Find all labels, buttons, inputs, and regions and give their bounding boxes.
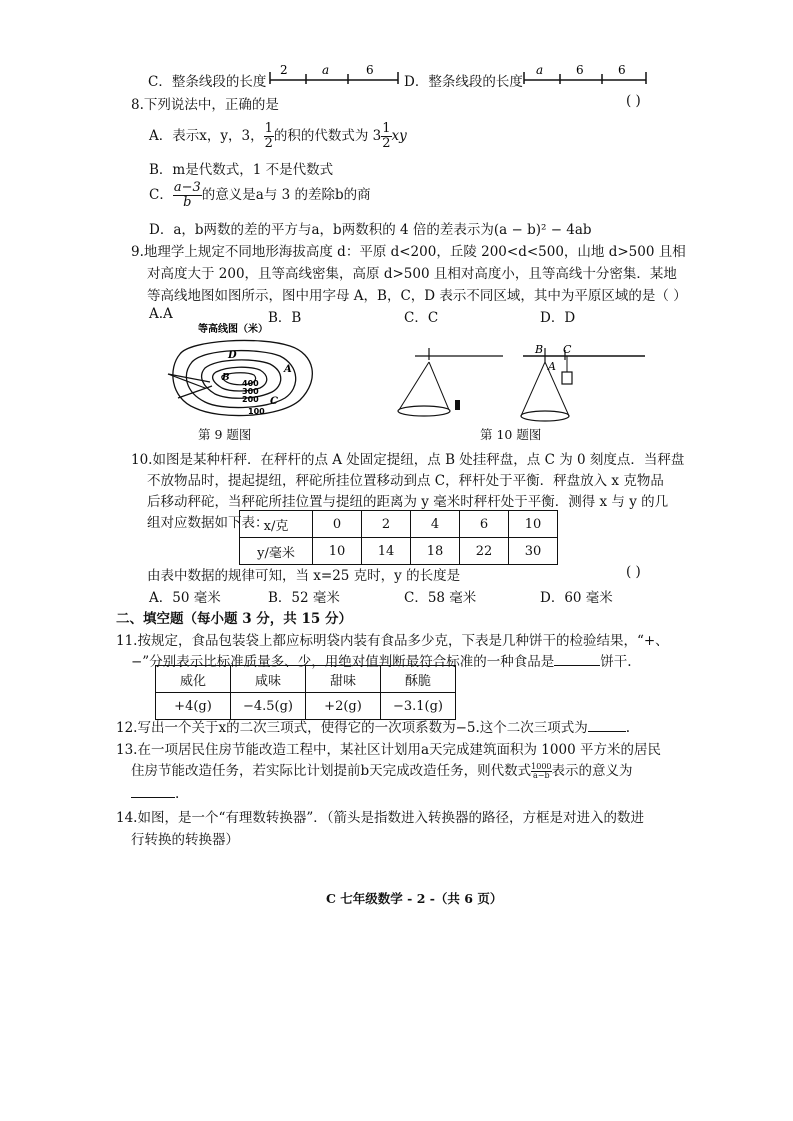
q9-map-label: 200 — [242, 395, 259, 404]
q7-d-segment-label: 6 — [576, 63, 584, 77]
q13-line-2 — [131, 758, 633, 784]
q13-line-1: 13.在一项居民住房节能改造工程中，某社区计划用a天完成建筑面积为 1000 平方米的居民 — [116, 742, 661, 758]
q9-map-label: C — [270, 396, 278, 407]
q10-figure-caption: 第 10 题图 — [480, 427, 542, 442]
contour-100 — [173, 340, 312, 415]
fraction — [531, 763, 551, 780]
fraction — [264, 122, 274, 150]
q8-stem: 8.下列说法中，正确的是 — [131, 97, 279, 113]
q8-option-c — [149, 180, 371, 210]
steelyard-weight — [562, 372, 572, 384]
q7-option-d-segment-diagram — [522, 60, 648, 86]
q9-map-label: B — [222, 373, 230, 383]
table-cell: +4(g) — [156, 693, 231, 720]
fraction-numerator: 1 — [382, 121, 391, 137]
fraction-numerator: a−3 — [173, 180, 201, 196]
q8-a-text: 的积的代数式为 3 — [273, 128, 382, 144]
q8-option-d: D．a，b两数的差的平方与a，b两数积的 4 倍的差表示为(a − b)² − 4ab — [149, 222, 592, 238]
q9-map-label: D — [228, 350, 237, 361]
fraction-numerator: 1000 — [531, 762, 552, 771]
steelyard-string — [521, 362, 545, 416]
q11-text: −”分别表示比标准质量多、少，用绝对值判断最符合标准的一种食品是 — [131, 654, 555, 670]
table-cell: x/克 — [240, 511, 313, 538]
q10-line-2: 不放物品时，提起提纽，秤砣所挂位置移动到点 C，秤杆处于平衡．秤盘放入 x 克物品 — [147, 473, 664, 489]
q9-option-b: B．B — [268, 310, 302, 326]
section-heading-fill-in: 二、填空题（每小题 3 分，共 15 分） — [116, 611, 352, 627]
table-cell: 30 — [509, 538, 558, 565]
q10-option-b: B．52 毫米 — [268, 590, 340, 606]
table-cell: 威化 — [156, 666, 231, 693]
fraction — [381, 122, 391, 150]
q10-steelyard-figure — [385, 340, 650, 424]
q9-map-label: A — [284, 364, 292, 375]
fraction-denominator: 2 — [382, 136, 391, 151]
q7-option-c-segment-diagram — [268, 60, 400, 86]
table-cell: −3.1(g) — [381, 693, 456, 720]
fraction-denominator: 2 — [264, 136, 273, 151]
q9-map-title: 等高线图（米） — [198, 324, 268, 335]
table-cell: 14 — [362, 538, 411, 565]
q7-c-segment-label: 2 — [280, 63, 288, 77]
q12-answer-blank[interactable] — [588, 717, 626, 732]
q10-line-1: 10.如图是某种杆秤．在秤杆的点 A 处固定提纽，点 B 处挂秤盘，点 C 为 0 刻度点．当秤盘 — [131, 452, 685, 468]
q9-option-a: A.A — [149, 306, 173, 322]
q9-map-label: 400 — [242, 379, 259, 388]
fraction — [173, 181, 202, 209]
table-cell: 18 — [411, 538, 460, 565]
q10-figure-label: C — [563, 343, 572, 356]
q7-d-segment-label: 6 — [618, 63, 626, 77]
q13-text: 表示的意义为 — [551, 763, 633, 779]
q8-answer-paren: ( ) — [626, 93, 641, 109]
table-cell: 22 — [460, 538, 509, 565]
q7-c-segment-label: 6 — [366, 63, 374, 77]
q7-c-segment-label: a — [322, 63, 330, 77]
q10-figure-label: A — [548, 360, 556, 373]
q11-text: 饼干. — [600, 654, 632, 670]
q7-option-c-label: C．整条线段的长度 — [148, 74, 267, 90]
q10-option-d: D．60 毫米 — [540, 590, 613, 606]
q7-option-d-label: D．整条线段的长度 — [404, 74, 523, 90]
q8-option-a — [149, 120, 407, 152]
table-cell: −4.5(g) — [231, 693, 306, 720]
q9-line-2: 对高度大于 200，且等高线密集，高原 d>500 且相对高度小，且等高线十分密集．某地 — [147, 266, 677, 282]
q12-text: 12.写出一个关于x的二次三项式，使得它的一次项系数为−5.这个二次三项式为 — [116, 720, 588, 736]
table-cell: +2(g) — [306, 693, 381, 720]
q10-option-a: A．50 毫米 — [149, 590, 221, 606]
q13-answer-blank[interactable] — [131, 783, 175, 798]
q14-line-2: 行转换的转换器） — [131, 832, 239, 848]
page-footer: C 七年级数学 - 2 -（共 6 页） — [326, 891, 503, 906]
q10-data-table — [239, 510, 558, 565]
q9-line-3: 等高线地图如图所示，图中用字母 A，B，C，D 表示不同区域，其中为平原区域的是（ ） — [147, 288, 687, 304]
q8-c-text: 的意义是a与 3 的差除b的商 — [201, 187, 371, 203]
table-cell: 2 — [362, 511, 411, 538]
table-cell: 4 — [411, 511, 460, 538]
q8-option-b: B．m是代数式，1 不是代数式 — [149, 162, 334, 178]
q9-contour-map — [150, 318, 330, 422]
table-cell: 0 — [313, 511, 362, 538]
q10-option-c: C．58 毫米 — [404, 590, 477, 606]
q13-text: . — [175, 786, 180, 802]
scale-string — [429, 362, 449, 410]
map-arrow-line — [178, 386, 212, 398]
q12-line — [116, 716, 630, 736]
q8-c-text: C． — [149, 187, 173, 203]
q10-figure-label: B — [535, 343, 544, 356]
q9-option-d: D．D — [540, 310, 576, 326]
q9-map-label: 300 — [242, 387, 259, 396]
table-cell: 10 — [313, 538, 362, 565]
q11-line-1: 11.按规定，食品包装袋上都应标明袋内装有食品多少克，下表是几种饼干的检验结果，“+、 — [116, 633, 669, 649]
q9-option-c: C．C — [404, 310, 439, 326]
q8-a-text: A．表示x，y，3， — [149, 128, 264, 144]
q14-line-1: 14.如图，是一个“有理数转换器”．（箭头是指数进入转换器的路径，方框是对进入的数进 — [116, 810, 645, 826]
table-cell: 甜味 — [306, 666, 381, 693]
table-row — [240, 511, 558, 538]
q12-text: . — [625, 720, 631, 736]
steelyard-pan — [521, 411, 569, 421]
q9-figure-caption: 第 9 题图 — [198, 427, 252, 442]
q9-line-1: 9.地理学上规定不同地形海拔高度 d：平原 d<200，丘陵 200<d<500，山地 d>500 且相 — [131, 244, 686, 260]
q10-answer-paren: ( ) — [626, 564, 641, 580]
table-cell: 6 — [460, 511, 509, 538]
table-row — [240, 538, 558, 565]
table-row — [156, 666, 456, 693]
q8-a-text: xy — [391, 128, 407, 144]
q11-cookie-table — [155, 665, 456, 720]
fraction-numerator: 1 — [264, 121, 273, 137]
table-cell: y/毫米 — [240, 538, 313, 565]
table-cell: 咸味 — [231, 666, 306, 693]
q13-line-3 — [131, 783, 179, 802]
q10-question: 由表中数据的规律可知，当 x=25 克时，y 的长度是 — [147, 568, 461, 584]
q11-answer-blank[interactable] — [554, 651, 600, 666]
fraction-denominator: a−b — [533, 771, 550, 780]
map-arrow-line — [168, 374, 210, 382]
q13-text: 住房节能改造任务，若实际比计划提前b天完成改造任务，则代数式 — [131, 763, 532, 779]
q9-map-label: 100 — [248, 407, 265, 416]
scale-string — [399, 362, 429, 410]
table-cell: 10 — [509, 511, 558, 538]
scale-pan — [398, 406, 450, 416]
table-cell: 酥脆 — [381, 666, 456, 693]
q10-line-4: 组对应数据如下表： — [147, 515, 269, 531]
scale-weight — [455, 400, 460, 410]
fraction-denominator: b — [183, 195, 192, 210]
q7-d-segment-label: a — [536, 63, 544, 77]
q10-line-3: 后移动秤砣，当秤砣所挂位置与提纽的距离为 y 毫米时秤杆处于平衡．测得 x 与 y 的几 — [147, 494, 669, 510]
